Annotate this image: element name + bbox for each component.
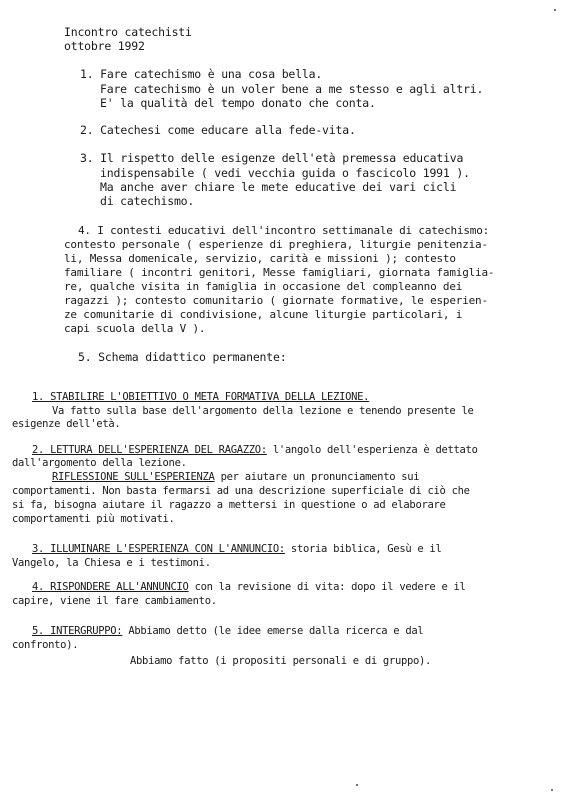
schema-2-line-3 <box>52 471 419 484</box>
schema-5-line-1 <box>32 625 423 638</box>
point-4-line-5: re, qualche visita in famiglia in occasione del compleanno dei <box>64 280 463 293</box>
schema-3-heading-rest: storia biblica, Gesù e il <box>284 543 442 555</box>
point-4-line-6: ragazzi ); contesto comunitario ( giornate formative, le esperien- <box>64 294 488 307</box>
schema-4-line-2: capire, viene il fare cambiamento. <box>12 595 217 607</box>
point-1-line-2: Fare catechismo è un voler bene a me stesso e agli altri. <box>100 82 484 96</box>
point-4-line-4: familiare ( incontri genitori, Messe famigliari, giornata famiglia- <box>64 266 495 279</box>
scan-speck <box>554 9 556 11</box>
scan-speck <box>356 784 358 786</box>
point-1-line-3: E' la qualità del tempo donato che conta. <box>100 96 376 110</box>
schema-2-line-6: comportamenti più motivati. <box>12 513 175 525</box>
point-3-line-4: di catechismo. <box>100 194 195 208</box>
schema-4-heading-rest: con la revisione di vita: dopo il vedere e il <box>188 581 466 593</box>
schema-2-line-5: si fa, bisogna aiutare il ragazzo a mettersi in questione o ad elaborare <box>12 499 446 511</box>
point-4-line-2: contesto personale ( esperienze di preghiera, liturgie penitenzia- <box>64 238 488 251</box>
point-2-line-1: 2. Catechesi come educare alla fede-vita. <box>80 123 356 137</box>
point-1-line-1: 1. Fare catechismo è una cosa bella. <box>80 67 323 81</box>
schema-4-heading: 4. RISPONDERE ALL'ANNUNCIO <box>32 581 189 593</box>
schema-1-line-3: esigenze dell'età. <box>12 418 121 430</box>
point-3-line-3: Ma anche aver chiare le mete educative dei vari cicli <box>100 180 457 194</box>
schema-4-line-1 <box>32 581 466 594</box>
schema-5-heading: 5. INTERGRUPPO: <box>32 625 123 637</box>
scan-speck <box>551 789 553 791</box>
schema-5-heading-rest: Abbiamo detto (le idee emerse dalla ricerca e dal <box>122 625 424 637</box>
doc-title: Incontro catechisti <box>64 25 192 39</box>
schema-5-line-3: Abbiamo fatto (i propositi personali e di gruppo). <box>130 655 432 667</box>
schema-5-line-2: confronto). <box>12 639 79 651</box>
schema-2-line-2: dall'argomento della lezione. <box>12 457 187 469</box>
point-4-line-1: 4. I contesti educativi dell'incontro settimanale di catechismo: <box>78 224 490 237</box>
point-4-line-7: ze comunitarie di condivisione, alcune liturgie particolari, i <box>64 308 463 321</box>
point-3-line-1: 3. Il rispetto delle esigenze dell'età premessa educativa <box>80 151 464 165</box>
point-3-line-2: indispensabile ( vedi vecchia guida o fascicolo 1991 ). <box>100 166 470 180</box>
schema-2-line-1 <box>32 444 478 457</box>
point-4-line-8: capi scuola della V ). <box>64 322 206 335</box>
doc-date: ottobre 1992 <box>64 39 145 53</box>
point-5-line-1: 5. Schema didattico permanente: <box>78 350 287 364</box>
schema-2-heading: 2. LETTURA DELL'ESPERIENZA DEL RAGAZZO: <box>32 444 267 456</box>
schema-1-heading: 1. STABILIRE L'OBIETTIVO O META FORMATIVA DELLA LEZIONE. <box>32 391 370 403</box>
schema-2-sub-rest: per aiutare un pronunciamento sui <box>214 471 420 483</box>
schema-3-line-1 <box>32 543 441 556</box>
schema-2-heading-rest: l'angolo dell'esperienza è dettato <box>266 444 478 456</box>
point-4-line-3: li, Messa domenicale, servizio, carità e missioni ); contesto <box>64 252 456 265</box>
schema-2-line-4: comportamenti. Non basta fermarsi ad una descrizione superficiale di ciò che <box>12 485 470 497</box>
schema-2-sub-heading: RIFLESSIONE SULL'ESPERIENZA <box>52 471 215 483</box>
schema-1-line-2: Va fatto sulla base dell'argomento della lezione e tenendo presente le <box>52 405 474 417</box>
schema-3-heading: 3. ILLUMINARE L'ESPERIENZA CON L'ANNUNCIO: <box>32 543 285 555</box>
schema-3-line-2: Vangelo, la Chiesa e i testimoni. <box>12 557 211 569</box>
